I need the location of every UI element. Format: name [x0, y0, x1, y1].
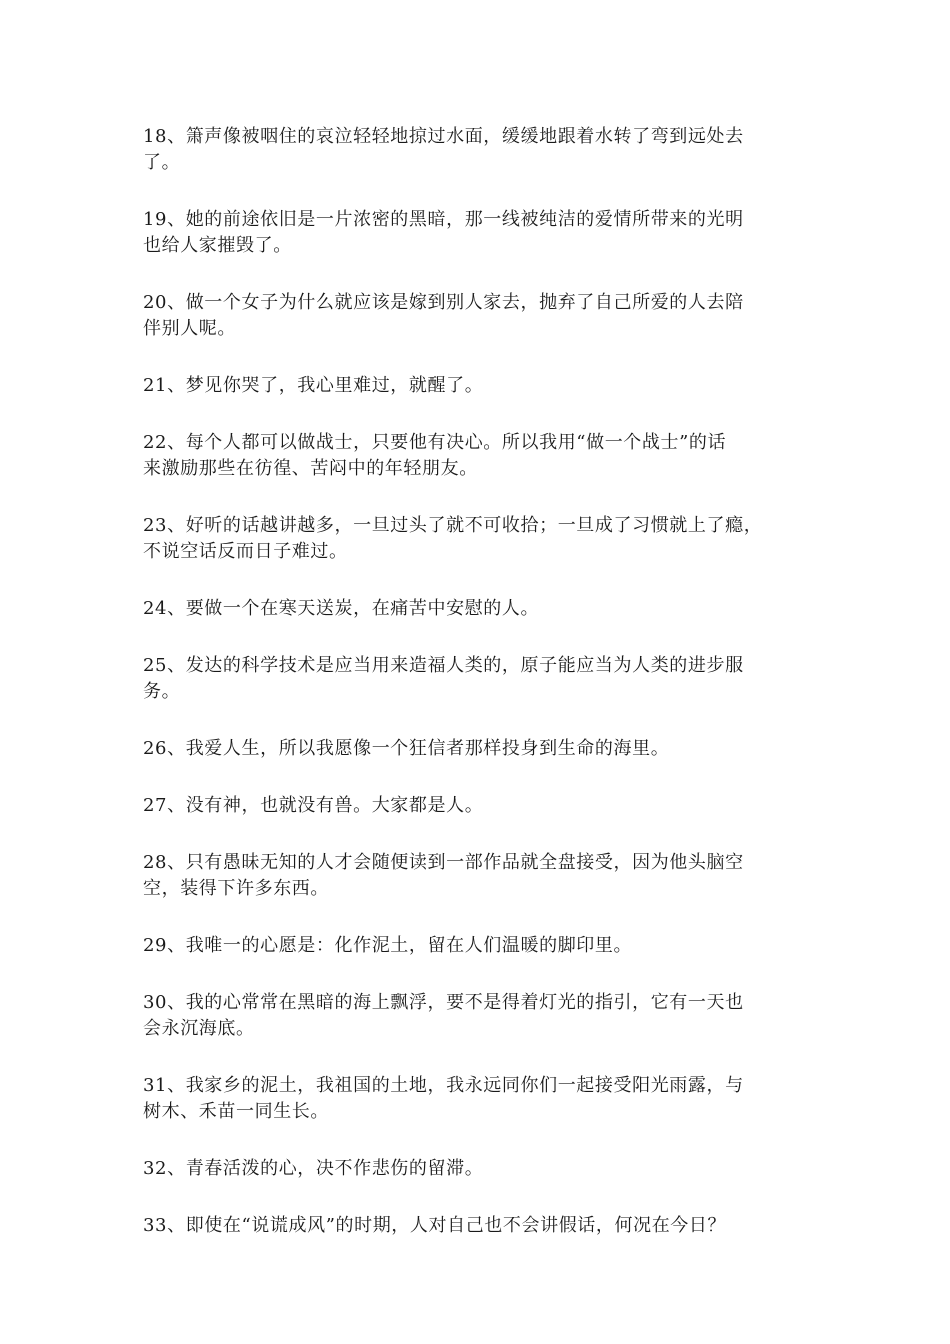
paragraph-line: 30、我的心常常在黑暗的海上飘浮，要不是得着灯光的指引，它有一天也 [143, 992, 744, 1013]
paragraph-23 [143, 513, 815, 565]
paragraph-29 [143, 933, 815, 959]
paragraph-line: 来激励那些在彷徨、苦闷中的年轻朋友。 [143, 458, 478, 479]
paragraph-line: 23、好听的话越讲越多，一旦过头了就不可收拾；一旦成了习惯就上了瘾， [143, 515, 763, 536]
paragraph-line: 26、我爱人生，所以我愿像一个狂信者那样投身到生命的海里。 [143, 738, 670, 759]
paragraph-line: 28、只有愚昧无知的人才会随便读到一部作品就全盘接受，因为他头脑空 [143, 852, 744, 873]
paragraph-22 [143, 430, 815, 482]
paragraph-line: 空，装得下许多东西。 [143, 878, 329, 899]
paragraph-24 [143, 596, 815, 622]
paragraph-line: 32、青春活泼的心，决不作悲伤的留滞。 [143, 1158, 484, 1179]
paragraph-line: 也给人家摧毁了。 [143, 235, 292, 256]
paragraph-line: 18、箫声像被咽住的哀泣轻轻地掠过水面，缓缓地跟着水转了弯到远处去 [143, 126, 744, 147]
paragraph-line: 会永沉海底。 [143, 1018, 255, 1039]
paragraph-line: 了。 [143, 152, 181, 173]
paragraph-line: 19、她的前途依旧是一片浓密的黑暗，那一线被纯洁的爱情所带来的光明 [143, 209, 744, 230]
document-body [143, 124, 815, 1270]
paragraph-21 [143, 373, 815, 399]
paragraph-25 [143, 653, 815, 705]
paragraph-line: 24、要做一个在寒天送炭，在痛苦中安慰的人。 [143, 598, 540, 619]
paragraph-line: 33、即使在“说谎成风”的时期，人对自己也不会讲假话，何况在今日？ [143, 1215, 727, 1236]
paragraph-line: 21、梦见你哭了，我心里难过，就醒了。 [143, 375, 484, 396]
paragraph-30 [143, 990, 815, 1042]
paragraph-line: 25、发达的科学技术是应当用来造福人类的，原子能应当为人类的进步服 [143, 655, 744, 676]
paragraph-19 [143, 207, 815, 259]
paragraph-26 [143, 736, 815, 762]
paragraph-line: 29、我唯一的心愿是：化作泥土，留在人们温暖的脚印里。 [143, 935, 633, 956]
paragraph-line: 伴别人呢。 [143, 318, 236, 339]
paragraph-line: 20、做一个女子为什么就应该是嫁到别人家去，抛弃了自己所爱的人去陪 [143, 292, 744, 313]
paragraph-line: 27、没有神，也就没有兽。大家都是人。 [143, 795, 484, 816]
paragraph-28 [143, 850, 815, 902]
paragraph-line: 22、每个人都可以做战士，只要他有决心。所以我用“做一个战士”的话 [143, 432, 727, 453]
paragraph-27 [143, 793, 815, 819]
paragraph-32 [143, 1156, 815, 1182]
paragraph-18 [143, 124, 815, 176]
paragraph-line: 不说空话反而日子难过。 [143, 541, 348, 562]
paragraph-33 [143, 1213, 815, 1239]
paragraph-line: 务。 [143, 681, 181, 702]
paragraph-line: 树木、禾苗一同生长。 [143, 1101, 329, 1122]
paragraph-line: 31、我家乡的泥土，我祖国的土地，我永远同你们一起接受阳光雨露，与 [143, 1075, 744, 1096]
paragraph-31 [143, 1073, 815, 1125]
paragraph-20 [143, 290, 815, 342]
